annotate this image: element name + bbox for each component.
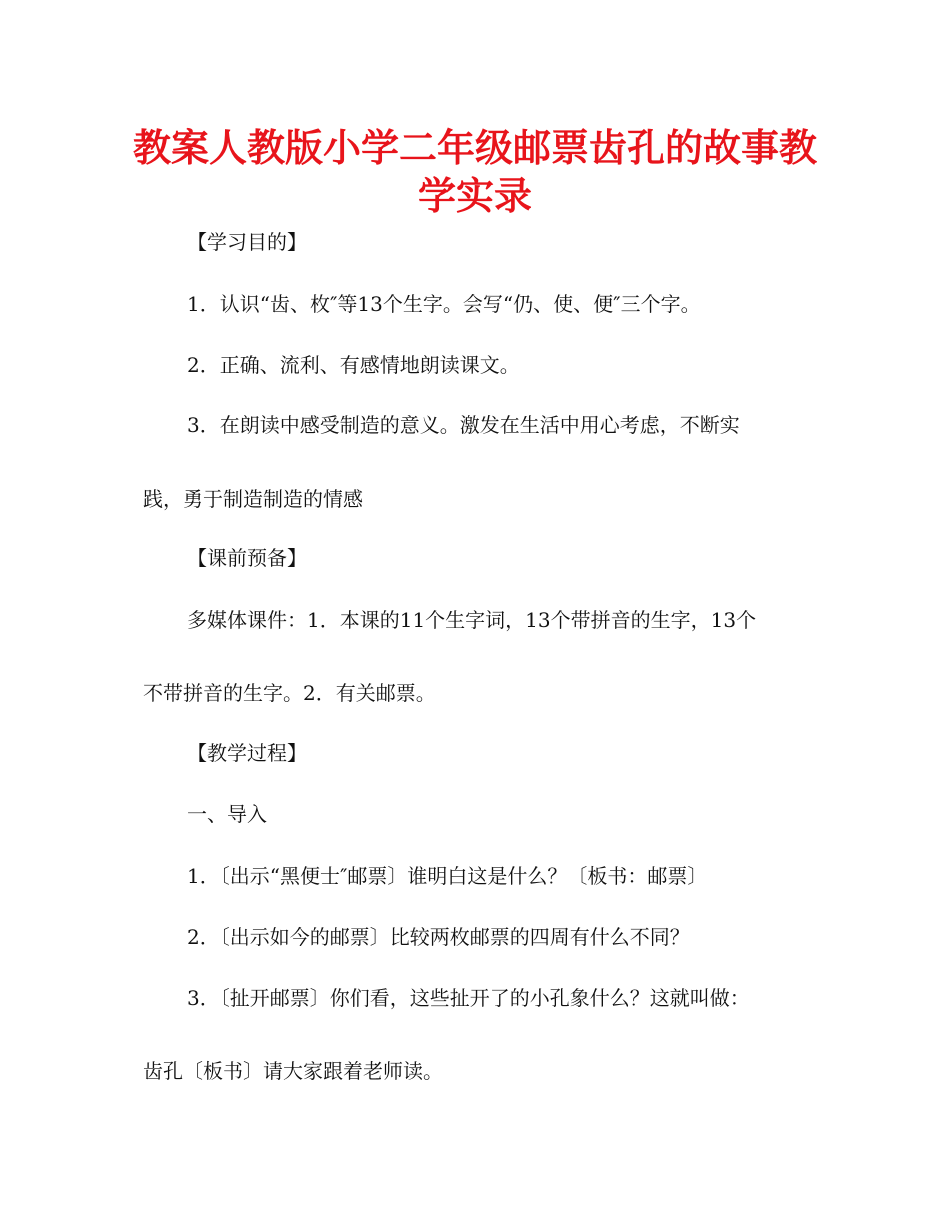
goal-item-2: 2．正确、流利、有感情地朗读课文。 (187, 353, 520, 377)
document-title-line-1: 教案人教版小学二年级邮票齿孔的故事教 (132, 126, 817, 170)
process-item-3: 3．〔扯开邮票〕你们看，这些扯开了的小孔象什么？这就叫做： (187, 986, 750, 1010)
preparation-text: 多媒体课件：1．本课的11个生字词，13个带拼音的生字，13个 (187, 608, 757, 632)
process-item-3-continued: 齿孔〔板书〕请大家跟着老师读。 (143, 1059, 443, 1083)
section-heading-learning-goals: 【学习目的】 (187, 230, 307, 254)
process-item-1: 1．〔出示“黑便士″邮票〕谁明白这是什么？〔板书：邮票〕 (187, 864, 708, 888)
section-heading-teaching-process: 【教学过程】 (187, 741, 307, 765)
goal-item-3: 3．在朗读中感受制造的意义。激发在生活中用心考虑，不断实 (187, 413, 740, 437)
preparation-text-continued: 不带拼音的生字。2．有关邮票。 (143, 681, 436, 705)
goal-item-1: 1．认识“齿、枚″等13个生字。会写“仍、使、便″三个字。 (187, 292, 701, 316)
document-title-line-2: 学实录 (417, 174, 532, 218)
process-item-2: 2．〔出示如今的邮票〕比较两枚邮票的四周有什么不同？ (187, 925, 690, 949)
section-heading-preparation: 【课前预备】 (187, 546, 307, 570)
goal-item-3-continued: 践，勇于制造制造的情感 (143, 487, 363, 511)
subsection-heading-introduction: 一、导入 (187, 802, 267, 826)
